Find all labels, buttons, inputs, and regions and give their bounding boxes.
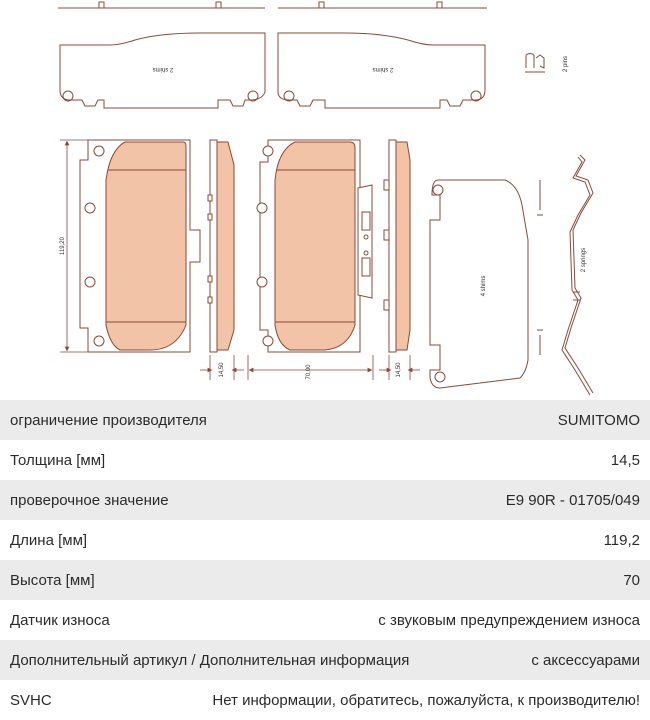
spec-label: проверочное значение <box>10 491 169 509</box>
wear-sensor-clip <box>358 185 372 298</box>
pad-left-side-view <box>208 140 234 352</box>
spec-row <box>0 560 650 600</box>
spec-row <box>0 600 650 640</box>
spec-value: Нет информации, обратитесь, пожалуйста, к производителю! <box>212 691 640 709</box>
spec-label: Толщина [мм] <box>10 451 106 469</box>
shim-plate <box>430 180 528 388</box>
pad-left-friction <box>106 142 186 350</box>
spec-row <box>0 400 650 440</box>
spec-row <box>0 520 650 560</box>
shims-plate-label: 4 shims <box>481 275 487 297</box>
spec-label: Датчик износа <box>10 611 110 629</box>
thickness-label-left: 14,50 <box>219 362 225 378</box>
spec-row <box>0 440 650 480</box>
spec-value: с звуковым предупреждением износа <box>378 611 640 629</box>
pad-right-side-view <box>384 140 410 352</box>
shims-label-left: 2 shims <box>152 66 174 72</box>
spec-label: ограничение производителя <box>10 411 207 429</box>
spec-value: 70 <box>623 571 640 589</box>
spring-clip <box>537 155 593 395</box>
top-shim-outline-left <box>58 2 265 8</box>
pins-icon <box>525 54 545 73</box>
spec-value: с аксессуарами <box>531 651 640 669</box>
spec-value: 14,5 <box>610 451 640 469</box>
spec-value: 119,2 <box>603 531 640 549</box>
spec-value: SUMITOMO <box>557 411 640 429</box>
pins-label: 2 pins <box>563 55 569 73</box>
springs-label: 2 springs <box>581 247 587 273</box>
top-shim-outline-right <box>278 2 487 8</box>
spec-row <box>0 640 650 680</box>
pad-right-friction <box>275 142 355 350</box>
specifications-table <box>0 400 650 720</box>
thickness-label-right: 14,50 <box>396 362 402 378</box>
width-dimension-label: 70,00 <box>306 364 312 380</box>
spec-value: E9 90R - 01705/049 <box>505 491 640 509</box>
spec-label: SVHC <box>10 691 52 709</box>
spec-label: Дополнительный артикул / Дополнительная информация <box>10 651 410 669</box>
spec-label: Длина [мм] <box>10 531 88 549</box>
spec-row <box>0 680 650 720</box>
shims-label-right: 2 shims <box>372 66 394 72</box>
height-dimension-label: 119,20 <box>60 237 66 255</box>
spec-row <box>0 480 650 520</box>
spec-label: Высота [мм] <box>10 571 95 589</box>
